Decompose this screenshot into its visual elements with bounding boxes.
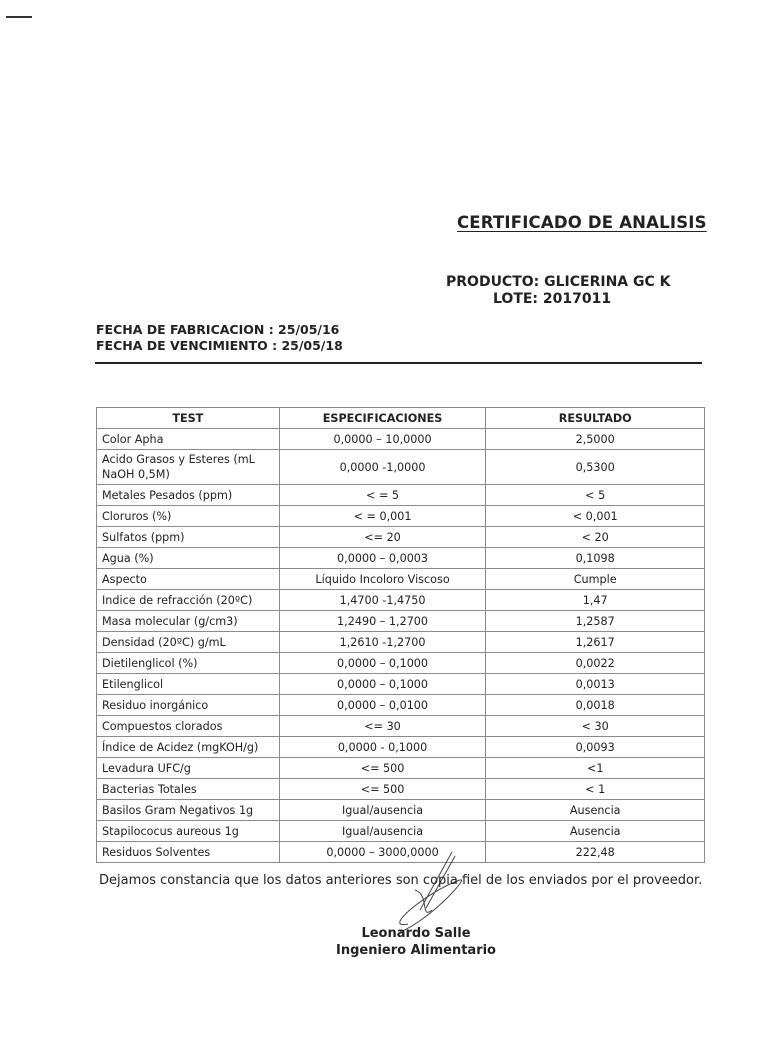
- spec-cell: <= 30: [279, 716, 486, 737]
- table-row: [97, 450, 705, 485]
- result-cell: 1,2587: [486, 611, 705, 632]
- result-cell: 1,47: [486, 590, 705, 611]
- result-cell: < 30: [486, 716, 705, 737]
- result-cell: 0,5300: [486, 450, 705, 485]
- result-cell: < 0,001: [486, 506, 705, 527]
- spec-cell: <= 500: [279, 758, 486, 779]
- test-cell: Índice de Acidez (mgKOH/g): [97, 737, 280, 758]
- table-row: [97, 695, 705, 716]
- result-cell: < 1: [486, 779, 705, 800]
- spec-cell: 0,0000 - 0,1000: [279, 737, 486, 758]
- test-cell: Sulfatos (ppm): [97, 527, 280, 548]
- spec-cell: 0,0000 – 0,0003: [279, 548, 486, 569]
- spec-cell: 0,0000 – 0,1000: [279, 653, 486, 674]
- table-row: [97, 821, 705, 842]
- table-row: [97, 800, 705, 821]
- table-row: [97, 779, 705, 800]
- test-cell: Dietilenglicol (%): [97, 653, 280, 674]
- result-cell: 2,5000: [486, 429, 705, 450]
- spec-cell: Líquido Incoloro Viscoso: [279, 569, 486, 590]
- spec-cell: 1,2610 -1,2700: [279, 632, 486, 653]
- test-cell: Residuo inorgánico: [97, 695, 280, 716]
- header-test: TEST: [97, 408, 280, 429]
- spec-cell: < = 5: [279, 485, 486, 506]
- test-cell: Acido Grasos y Esteres (mL NaOH 0,5M): [97, 450, 280, 485]
- table-row: [97, 632, 705, 653]
- result-cell: 0,0093: [486, 737, 705, 758]
- signer-block: [336, 925, 496, 959]
- test-cell: Etilenglicol: [97, 674, 280, 695]
- table-row: [97, 758, 705, 779]
- result-cell: 222,48: [486, 842, 705, 863]
- test-cell: Cloruros (%): [97, 506, 280, 527]
- result-cell: 0,0022: [486, 653, 705, 674]
- table-row: [97, 485, 705, 506]
- test-cell: Bacterias Totales: [97, 779, 280, 800]
- table-row: [97, 737, 705, 758]
- table-row: [97, 590, 705, 611]
- header-spec: ESPECIFICACIONES: [279, 408, 486, 429]
- table-row: [97, 674, 705, 695]
- table-row: [97, 569, 705, 590]
- spec-cell: < = 0,001: [279, 506, 486, 527]
- test-cell: Residuos Solventes: [97, 842, 280, 863]
- test-cell: Stapilococus aureous 1g: [97, 821, 280, 842]
- spec-cell: 0,0000 -1,0000: [279, 450, 486, 485]
- result-cell: 0,0013: [486, 674, 705, 695]
- spec-cell: 0,0000 – 0,0100: [279, 695, 486, 716]
- signature-scribble: [360, 850, 470, 935]
- result-cell: <1: [486, 758, 705, 779]
- spec-cell: Igual/ausencia: [279, 821, 486, 842]
- table-header-row: [97, 408, 705, 429]
- test-cell: Masa molecular (g/cm3): [97, 611, 280, 632]
- table-row: [97, 527, 705, 548]
- test-cell: Metales Pesados (ppm): [97, 485, 280, 506]
- result-cell: < 20: [486, 527, 705, 548]
- spec-cell: Igual/ausencia: [279, 800, 486, 821]
- divider-line: [95, 362, 702, 364]
- analysis-table: [96, 407, 705, 863]
- manufacture-date: FECHA DE FABRICACION : 25/05/16: [96, 322, 340, 337]
- test-cell: Densidad (20ºC) g/mL: [97, 632, 280, 653]
- product-line: PRODUCTO: GLICERINA GC K: [446, 274, 671, 290]
- table-row: [97, 548, 705, 569]
- test-cell: Agua (%): [97, 548, 280, 569]
- result-cell: < 5: [486, 485, 705, 506]
- signer-name: Leonardo Salle: [361, 926, 471, 941]
- result-cell: Cumple: [486, 569, 705, 590]
- spec-cell: 1,2490 – 1,2700: [279, 611, 486, 632]
- spec-cell: <= 500: [279, 779, 486, 800]
- result-cell: 0,0018: [486, 695, 705, 716]
- result-cell: Ausencia: [486, 821, 705, 842]
- dates-block: [96, 322, 343, 354]
- table-row: [97, 429, 705, 450]
- test-cell: Basilos Gram Negativos 1g: [97, 800, 280, 821]
- test-cell: Indice de refracción (20ºC): [97, 590, 280, 611]
- signer-title: Ingeniero Alimentario: [336, 943, 496, 958]
- spec-cell: 0,0000 – 0,1000: [279, 674, 486, 695]
- expiry-date: FECHA DE VENCIMIENTO : 25/05/18: [96, 338, 343, 353]
- lot-line: LOTE: 2017011: [493, 291, 612, 307]
- scan-mark: [6, 16, 32, 18]
- table-row: [97, 653, 705, 674]
- test-cell: Color Apha: [97, 429, 280, 450]
- spec-cell: 0,0000 – 3000,0000: [279, 842, 486, 863]
- result-cell: Ausencia: [486, 800, 705, 821]
- spec-cell: 1,4700 -1,4750: [279, 590, 486, 611]
- spec-cell: <= 20: [279, 527, 486, 548]
- document-title: CERTIFICADO DE ANALISIS: [457, 213, 707, 232]
- result-cell: 0,1098: [486, 548, 705, 569]
- table-row: [97, 716, 705, 737]
- header-result: RESULTADO: [486, 408, 705, 429]
- result-cell: 1,2617: [486, 632, 705, 653]
- table-row: [97, 611, 705, 632]
- test-cell: Compuestos clorados: [97, 716, 280, 737]
- table-row: [97, 506, 705, 527]
- test-cell: Levadura UFC/g: [97, 758, 280, 779]
- certification-statement: Dejamos constancia que los datos anteriores son copia fiel de los enviados por el proveedor.: [99, 873, 703, 888]
- test-cell: Aspecto: [97, 569, 280, 590]
- spec-cell: 0,0000 – 10,0000: [279, 429, 486, 450]
